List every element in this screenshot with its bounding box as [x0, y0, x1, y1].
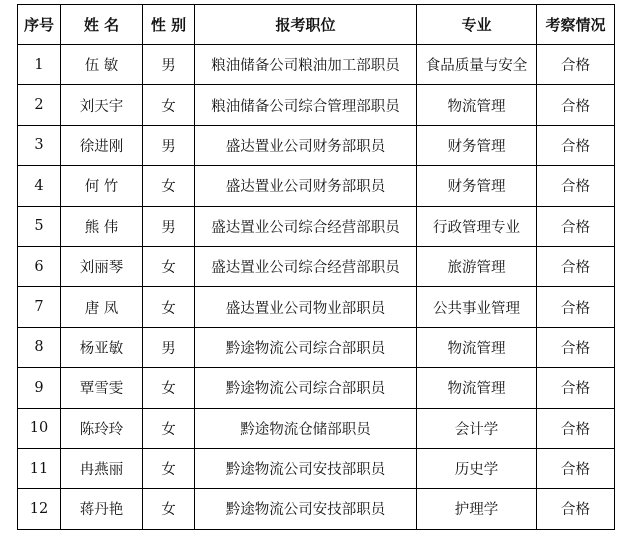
- cell-assessment: 合格: [537, 448, 615, 488]
- table-row: [18, 368, 615, 408]
- cell-gender: 女: [143, 287, 195, 327]
- cell-name: 唐 凤: [61, 287, 143, 327]
- cell-name: 覃雪雯: [61, 368, 143, 408]
- cell-serial-number: 8: [18, 327, 61, 367]
- table-header-row: [18, 5, 615, 45]
- cell-position: 粮油储备公司综合管理部职员: [195, 85, 417, 125]
- cell-major: 护理学: [417, 489, 537, 529]
- cell-position: 黔途物流公司安技部职员: [195, 489, 417, 529]
- table-row: [18, 287, 615, 327]
- cell-name: 徐进刚: [61, 125, 143, 165]
- cell-gender: 女: [143, 85, 195, 125]
- cell-position: 黔途物流公司综合部职员: [195, 327, 417, 367]
- cell-serial-number: 2: [18, 85, 61, 125]
- table-row: [18, 327, 615, 367]
- cell-major: 财务管理: [417, 125, 537, 165]
- cell-major: 财务管理: [417, 166, 537, 206]
- cell-name: 何 竹: [61, 166, 143, 206]
- table-row: [18, 125, 615, 165]
- cell-serial-number: 12: [18, 489, 61, 529]
- cell-name: 熊 伟: [61, 206, 143, 246]
- cell-major: 行政管理专业: [417, 206, 537, 246]
- cell-assessment: 合格: [537, 287, 615, 327]
- cell-assessment: 合格: [537, 489, 615, 529]
- cell-gender: 女: [143, 368, 195, 408]
- table-row: [18, 448, 615, 488]
- cell-assessment: 合格: [537, 246, 615, 286]
- cell-assessment: 合格: [537, 368, 615, 408]
- cell-serial-number: 1: [18, 45, 61, 85]
- cell-name: 冉燕丽: [61, 448, 143, 488]
- cell-major: 物流管理: [417, 368, 537, 408]
- cell-assessment: 合格: [537, 327, 615, 367]
- header-gender: 性 别: [143, 5, 195, 45]
- cell-assessment: 合格: [537, 125, 615, 165]
- cell-major: 会计学: [417, 408, 537, 448]
- cell-serial-number: 6: [18, 246, 61, 286]
- candidate-table: [17, 4, 615, 530]
- cell-name: 杨亚敏: [61, 327, 143, 367]
- cell-position: 盛达置业公司物业部职员: [195, 287, 417, 327]
- table-row: [18, 85, 615, 125]
- cell-position: 盛达置业公司综合经营部职员: [195, 206, 417, 246]
- cell-major: 物流管理: [417, 327, 537, 367]
- cell-position: 粮油储备公司粮油加工部职员: [195, 45, 417, 85]
- cell-gender: 女: [143, 166, 195, 206]
- cell-position: 黔途物流公司安技部职员: [195, 448, 417, 488]
- cell-gender: 男: [143, 327, 195, 367]
- cell-major: 历史学: [417, 448, 537, 488]
- cell-assessment: 合格: [537, 85, 615, 125]
- cell-position: 盛达置业公司财务部职员: [195, 125, 417, 165]
- table-row: [18, 166, 615, 206]
- table-row: [18, 45, 615, 85]
- cell-gender: 女: [143, 448, 195, 488]
- cell-assessment: 合格: [537, 206, 615, 246]
- cell-gender: 女: [143, 408, 195, 448]
- table-row: [18, 206, 615, 246]
- table-row: [18, 246, 615, 286]
- cell-position: 盛达置业公司综合经营部职员: [195, 246, 417, 286]
- header-position: 报考职位: [195, 5, 417, 45]
- cell-position: 黔途物流仓储部职员: [195, 408, 417, 448]
- cell-serial-number: 11: [18, 448, 61, 488]
- cell-assessment: 合格: [537, 408, 615, 448]
- cell-position: 盛达置业公司财务部职员: [195, 166, 417, 206]
- cell-name: 刘天宇: [61, 85, 143, 125]
- cell-name: 蒋丹艳: [61, 489, 143, 529]
- cell-gender: 男: [143, 206, 195, 246]
- header-serial-number: 序号: [18, 5, 61, 45]
- cell-assessment: 合格: [537, 166, 615, 206]
- cell-position: 黔途物流公司综合部职员: [195, 368, 417, 408]
- cell-serial-number: 7: [18, 287, 61, 327]
- cell-assessment: 合格: [537, 45, 615, 85]
- table-body: [18, 45, 615, 530]
- cell-major: 旅游管理: [417, 246, 537, 286]
- cell-gender: 男: [143, 125, 195, 165]
- cell-name: 刘丽琴: [61, 246, 143, 286]
- table-row: [18, 408, 615, 448]
- cell-serial-number: 5: [18, 206, 61, 246]
- cell-gender: 女: [143, 489, 195, 529]
- cell-name: 陈玲玲: [61, 408, 143, 448]
- cell-major: 公共事业管理: [417, 287, 537, 327]
- cell-serial-number: 10: [18, 408, 61, 448]
- header-assessment: 考察情况: [537, 5, 615, 45]
- cell-major: 物流管理: [417, 85, 537, 125]
- cell-serial-number: 4: [18, 166, 61, 206]
- cell-major: 食品质量与安全: [417, 45, 537, 85]
- cell-name: 伍 敏: [61, 45, 143, 85]
- cell-gender: 女: [143, 246, 195, 286]
- table-row: [18, 489, 615, 529]
- cell-serial-number: 3: [18, 125, 61, 165]
- header-major: 专业: [417, 5, 537, 45]
- cell-serial-number: 9: [18, 368, 61, 408]
- header-name: 姓 名: [61, 5, 143, 45]
- cell-gender: 男: [143, 45, 195, 85]
